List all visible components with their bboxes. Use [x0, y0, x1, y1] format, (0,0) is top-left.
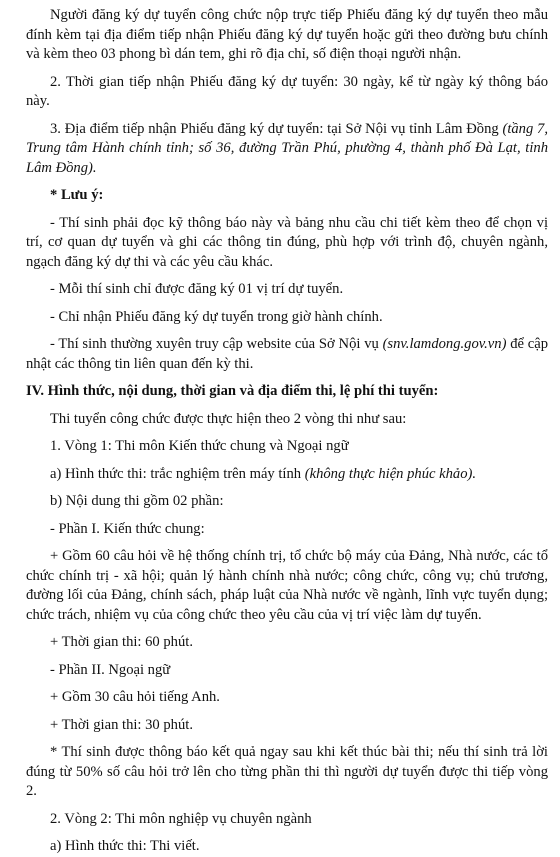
round-1-format-text: a) Hình thức thi: trắc nghiệm trên máy tính — [50, 465, 305, 482]
round-2-format: a) Hình thức thi: Thi viết. — [50, 838, 200, 854]
paragraph-receipt-location — [26, 120, 548, 179]
location-text: 3. Địa điểm tiếp nhận Phiếu đăng ký dự tuyển: tại Sở Nội vụ tỉnh Lâm Đồng — [50, 120, 503, 137]
round-1-format — [26, 465, 548, 485]
paragraph-submission-method: Người đăng ký dự tuyển công chức nộp trực tiếp Phiếu đăng ký dự tuyển theo mẫu đính kèm tại địa điểm tiếp nhận Phiếu đăng ký dự tuyển hoặc gửi theo đường bưu chính và kèm theo 03 phong bì dán tem, ghi rõ địa chỉ, số điện thoại người nhận. — [26, 7, 548, 62]
result-note: * Thí sinh được thông báo kết quả ngay sau khi kết thúc bài thi; nếu thí sinh trả lời đúng từ 50% số câu hỏi trở lên cho từng phần thi thì người dự tuyển được thi tiếp vòng 2. — [26, 744, 548, 799]
round-1-content: b) Nội dung thi gồm 02 phần: — [50, 493, 224, 509]
website-url: (snv.lamdong.gov.vn) — [382, 336, 507, 352]
part-1-content: + Gồm 60 câu hỏi về hệ thống chính trị, tổ chức bộ máy của Đảng, Nhà nước, các tổ chức chính trị - xã hội; quản lý hành chính nhà nước; công chức, công vụ; chủ trương, đường lối của Đảng, chính sách, pháp luật của Nhà nước về ngành, lĩnh vực tuyển dụng; chức trách, nhiệm vụ của công chức theo yêu cầu của vị trí việc làm dự tuyển. — [26, 548, 548, 623]
website-tail: để cập nhật các thông tin liên quan đến kỳ thi. — [26, 336, 548, 372]
website-text: - Thí sinh thường xuyên truy cập website của Sở Nội vụ — [50, 336, 383, 352]
part-2-heading: - Phần II. Ngoại ngữ — [50, 661, 171, 678]
note-item-one-position: - Mỗi thí sinh chỉ được đăng ký 01 vị trí dự tuyển. — [50, 281, 344, 297]
part-1-time: + Thời gian thi: 60 phút. — [50, 634, 193, 650]
round-1-format-note: (không thực hiện phúc khảo). — [304, 465, 477, 482]
paragraph-rounds-intro: Thi tuyển công chức được thực hiện theo 2 vòng thi như sau: — [50, 410, 407, 427]
round-1-heading: 1. Vòng 1: Thi môn Kiến thức chung và Ngoại ngữ — [50, 438, 349, 454]
paragraph-receipt-period: 2. Thời gian tiếp nhận Phiếu đăng ký dự tuyển: 30 ngày, kể từ ngày ký thông báo này. — [26, 73, 548, 109]
note-item-website — [26, 335, 548, 374]
note-item-read-carefully: - Thí sinh phải đọc kỹ thông báo này và bảng nhu cầu chi tiết kèm theo để chọn vị trí, cơ quan dự tuyển và ghi các thông tin đúng, phù hợp với trình độ, chuyên ngành, ngạch đăng ký dự thi và các yêu cầu khác. — [26, 214, 548, 270]
round-2-heading: 2. Vòng 2: Thi môn nghiệp vụ chuyên ngành — [50, 810, 312, 827]
part-2-content: + Gồm 30 câu hỏi tiếng Anh. — [50, 689, 220, 705]
note-heading: * Lưu ý: — [50, 187, 104, 203]
section-iv-heading: IV. Hình thức, nội dung, thời gian và địa điểm thi, lệ phí thi tuyển: — [26, 383, 439, 399]
note-item-office-hours: - Chỉ nhận Phiếu đăng ký dự tuyển trong giờ hành chính. — [50, 308, 383, 325]
part-2-time: + Thời gian thi: 30 phút. — [50, 716, 193, 733]
location-address: (tầng 7, Trung tâm Hành chính tỉnh; số 36, đường Trần Phú, phường 4, thành phố Đà Lạt, tỉnh Lâm Đồng). — [26, 120, 549, 176]
part-1-heading: - Phần I. Kiến thức chung: — [50, 520, 205, 537]
